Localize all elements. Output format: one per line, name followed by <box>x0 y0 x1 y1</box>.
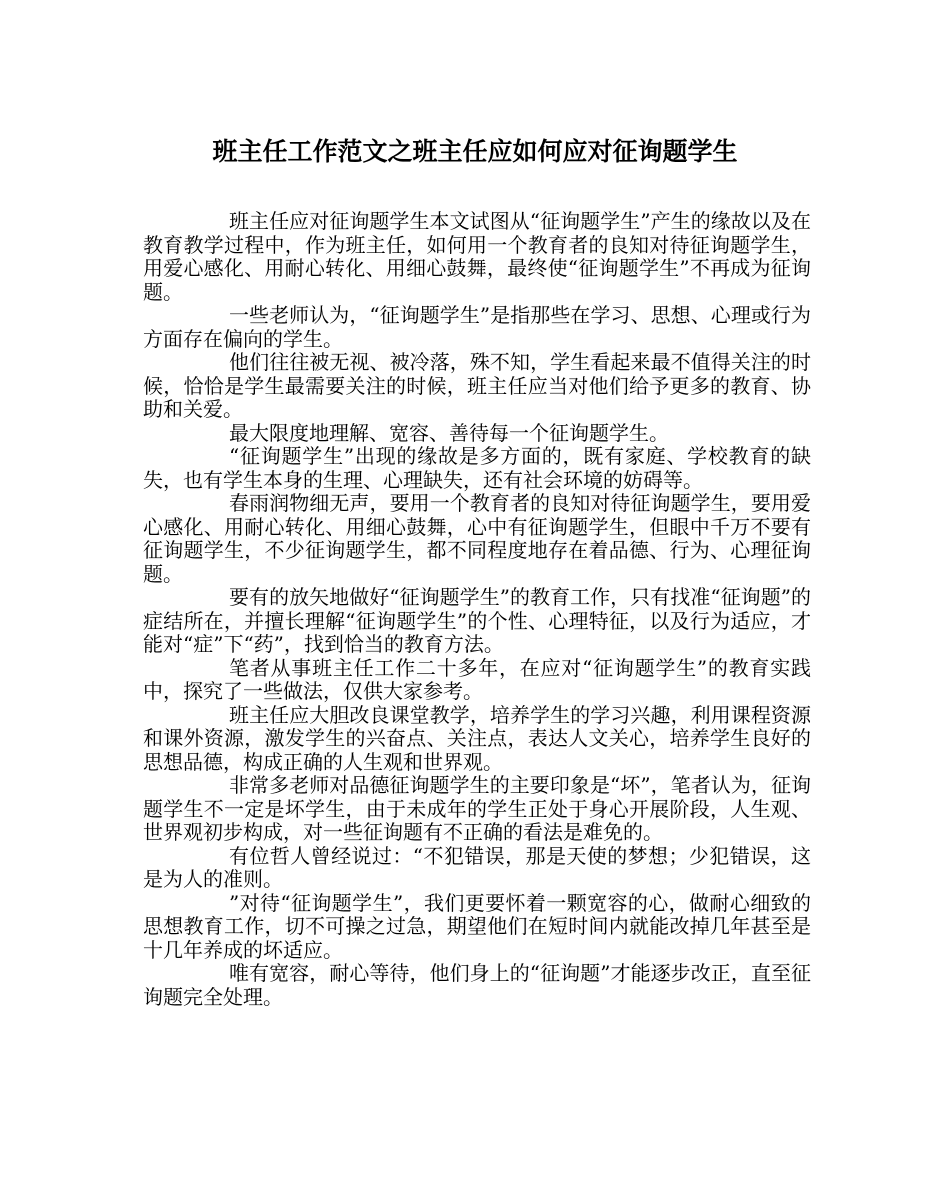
paragraph: 最大限度地理解、宽容、善待每一个征询题学生。 <box>229 420 669 445</box>
paragraph: ”对待“征询题学生”，我们更要怀着一颗宽容的心，做耐心细致的思想教育工作，切不可操之过急，期望他们在短时间内就能改掉几年甚至是十几年养成的坏适应。 <box>143 890 811 962</box>
paragraph: “征询题学生”出现的缘故是多方面的，既有家庭、学校教育的缺失，也有学生本身的生理、心理缺失，还有社会环境的妨碍等。 <box>143 444 811 492</box>
paragraph: 他们往往被无视、被冷落，殊不知，学生看起来最不值得关注的时候，恰恰是学生最需要关注的时候，班主任应当对他们给予更多的教育、协助和关爱。 <box>143 350 811 421</box>
paragraph: 春雨润物细无声，要用一个教育者的良知对待征询题学生，要用爱心感化、用耐心转化、用细心鼓舞，心中有征询题学生，但眼中千万不要有征询题学生，不少征询题学生，都不同程度地存在着品德、行为、心理征询题。 <box>143 491 811 586</box>
paragraph: 有位哲人曾经说过：“不犯错误，那是天使的梦想；少犯错误，这是为人的准则。 <box>143 843 811 891</box>
paragraph: 非常多老师对品德征询题学生的主要印象是“坏”，笔者认为，征询题学生不一定是坏学生，由于未成年的学生正处于身心开展阶段，人生观、世界观初步构成，对一些征询题有不正确的看法是难免的。 <box>143 773 811 844</box>
document-title: 班主任工作范文之班主任应如何应对征询题学生 <box>212 137 738 166</box>
paragraph: 要有的放矢地做好“征询题学生”的教育工作，只有找准“征询题”的症结所在，并擅长理解“征询题学生”的个性、心理特征，以及行为适应，才能对“症”下“药”，找到恰当的教育方法。 <box>143 585 811 656</box>
paragraph: 一些老师认为，“征询题学生”是指那些在学习、思想、心理或行为方面存在偏向的学生。 <box>143 303 811 351</box>
paragraph: 班主任应对征询题学生本文试图从“征询题学生”产生的缘故以及在教育教学过程中，作为班主任，如何用一个教育者的良知对待征询题学生，用爱心感化、用耐心转化、用细心鼓舞，最终使“征询题学生”不再成为征询题。 <box>143 209 811 304</box>
document-body <box>143 210 811 1009</box>
paragraph: 班主任应大胆改良课堂教学，培养学生的学习兴趣，利用课程资源和课外资源，激发学生的兴奋点、关注点，表达人文关心，培养学生良好的思想品德，构成正确的人生观和世界观。 <box>143 702 811 774</box>
paragraph: 唯有宽容，耐心等待，他们身上的“征询题”才能逐步改正，直至征询题完全处理。 <box>143 961 811 1009</box>
paragraph: 笔者从事班主任工作二十多年，在应对“征询题学生”的教育实践中，探究了一些做法，仅供大家参考。 <box>143 655 811 703</box>
